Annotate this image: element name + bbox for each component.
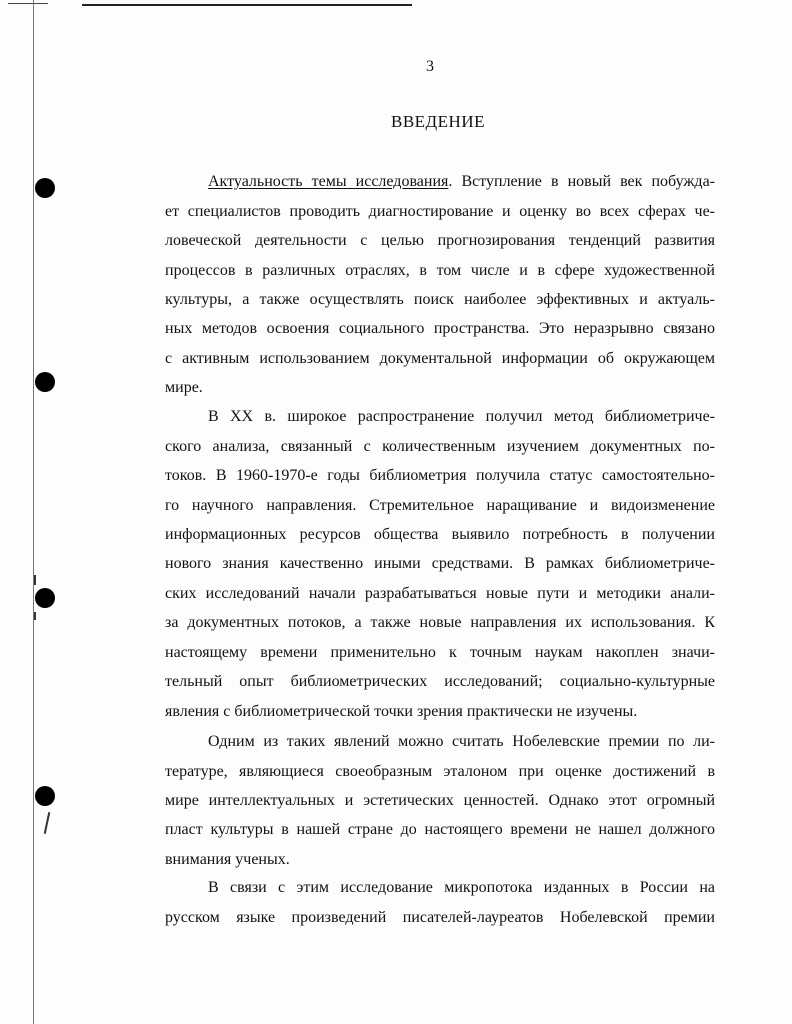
paragraph-2-line-4: го научного направления. Стремительное наращивание и видоизменение bbox=[165, 497, 715, 514]
scan-left-edge bbox=[33, 0, 34, 1024]
paragraph-2-line-5: информационных ресурсов общества выявило потребность в получении bbox=[165, 526, 715, 543]
paragraph-1-line-1: Актуальность темы исследования. Вступление в новый век побужда- bbox=[208, 173, 715, 190]
paragraph-3-line-2: тературе, являющиеся своеобразным эталоном при оценке достижений в bbox=[165, 763, 715, 780]
paragraph-1-line-5: культуры, а также осуществлять поиск наиболее эффективных и актуаль- bbox=[165, 291, 715, 308]
topic-relevance-heading: Актуальность темы исследования bbox=[208, 173, 449, 190]
paragraph-1-line-7: с активным использованием документальной информации об окружающем bbox=[165, 350, 715, 367]
page-title: ВВЕДЕНИЕ bbox=[391, 112, 485, 131]
paragraph-1-line-6: ных методов освоения социального пространства. Это неразрывно связано bbox=[165, 320, 715, 337]
punch-hole-2 bbox=[35, 372, 55, 392]
punch-hole-1 bbox=[35, 178, 55, 198]
paragraph-1-line-4: процессов в различных отраслях, в том числе и в сфере художественной bbox=[165, 262, 715, 279]
paragraph-1-line-8: мире. bbox=[165, 379, 203, 396]
punch-hole-3 bbox=[35, 588, 55, 608]
paragraph-1-line-3: ловеческой деятельности с целью прогнозирования тенденций развития bbox=[165, 232, 715, 249]
paragraph-2-line-11: явления с библиометрической точки зрения практически не изучены. bbox=[165, 703, 638, 720]
paragraph-3-line-3: мире интеллектуальных и эстетических ценностей. Однако этот огромный bbox=[165, 792, 715, 809]
paragraph-2-line-2: ского анализа, связанный с количественным изучением документных по- bbox=[165, 438, 715, 455]
page-number: 3 bbox=[426, 58, 434, 75]
paragraph-3-line-1: Одним из таких явлений можно считать Нобелевские премии по ли- bbox=[208, 733, 715, 750]
scan-top-rule bbox=[82, 4, 412, 6]
scan-top-rule-left bbox=[8, 3, 48, 4]
scan-speck bbox=[34, 612, 36, 620]
paragraph-4-line-2: русском языке произведений писателей-лауреатов Нобелевской премии bbox=[165, 909, 715, 926]
paragraph-2-line-8: за документных потоков, а также новые направления их использования. К bbox=[165, 614, 715, 631]
paragraph-2-line-3: токов. В 1960-1970-е годы библиометрия получила статус самостоятельно- bbox=[165, 467, 715, 484]
scan-speck bbox=[44, 812, 51, 834]
paragraph-3-line-5: внимания ученых. bbox=[165, 851, 290, 868]
paragraph-2-line-6: нового знания качественно иными средствами. В рамках библиометриче- bbox=[165, 555, 715, 572]
punch-hole-4 bbox=[35, 786, 55, 806]
paragraph-1-line-2: ет специалистов проводить диагностирование и оценку во всех сферах че- bbox=[165, 203, 715, 220]
paragraph-2-line-1: В XX в. широкое распространение получил метод библиометриче- bbox=[208, 408, 715, 425]
paragraph-2-line-9: настоящему времени применительно к точным наукам накоплен значи- bbox=[165, 644, 715, 661]
paragraph-3-line-4: пласт культуры в нашей стране до настоящего времени не нашел должного bbox=[165, 821, 715, 838]
paragraph-2-line-10: тельный опыт библиометрических исследований; социально-культурные bbox=[165, 673, 715, 690]
paragraph-4-line-1: В связи с этим исследование микропотока изданных в России на bbox=[208, 879, 715, 896]
paragraph-2-line-7: ских исследований начали разрабатываться новые пути и методики анали- bbox=[165, 585, 715, 602]
scan-speck bbox=[34, 575, 36, 585]
